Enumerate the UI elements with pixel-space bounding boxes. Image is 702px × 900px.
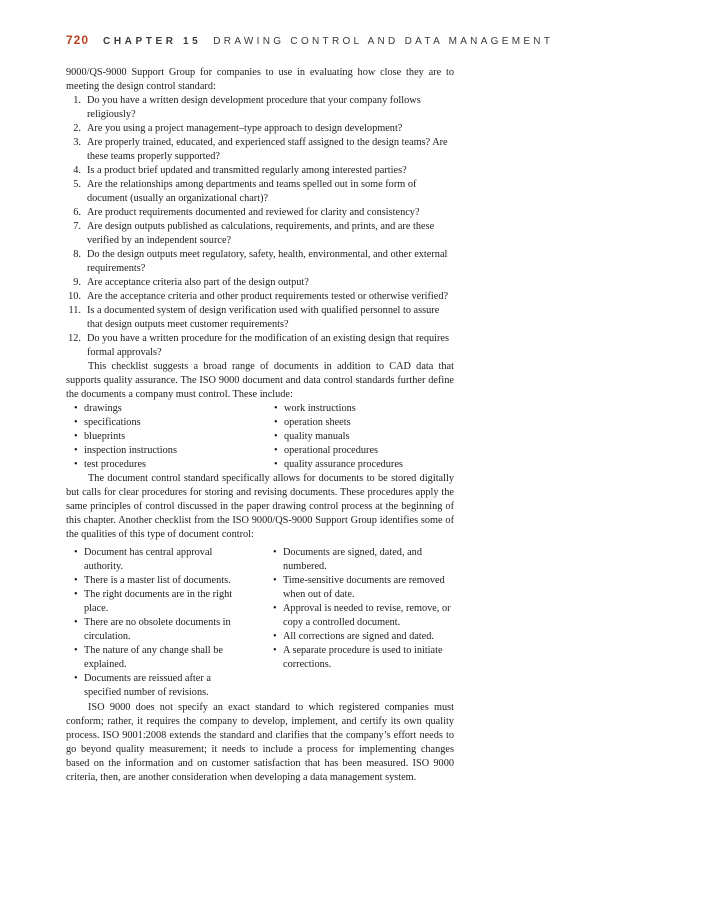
checklist-item [66, 290, 454, 304]
checklist-number: 10. [68, 291, 81, 302]
checklist-number: 12. [68, 333, 81, 344]
list-item: • There are no obsolete documents in circulation. [72, 616, 248, 644]
checklist-number: 4. [73, 165, 81, 176]
checklist-number: 5. [73, 179, 81, 190]
checklist-item [66, 94, 454, 122]
intro-paragraph: 9000/QS-9000 Support Group for companies to use in evaluating how close they are to meeting the design control standard: [66, 67, 454, 92]
checklist-text: Are product requirements documented and reviewed for clarity and consistency? [87, 207, 420, 218]
checklist-item [66, 332, 454, 360]
running-header [66, 31, 626, 49]
chapter-label: CHAPTER 15 [103, 36, 202, 47]
list-item: • Documents are reissued after a specified number of revisions. [72, 672, 248, 700]
checklist-number: 11. [68, 305, 81, 316]
list-item: • Documents are signed, dated, and numbered. [271, 546, 454, 574]
list-item: • blueprints [72, 430, 272, 444]
list-item: • quality assurance procedures [272, 458, 454, 472]
page-number: 720 [66, 33, 90, 47]
list-item: • work instructions [272, 402, 454, 416]
documents-paragraph: This checklist suggests a broad range of documents in addition to CAD data that supports quality assurance. The ISO 9000 document and data control standards further define the documents a company must control. These include: [66, 361, 454, 400]
checklist-item [66, 248, 454, 276]
page-body [66, 66, 454, 785]
checklist-number: 8. [73, 249, 81, 260]
list-item: • drawings [72, 402, 272, 416]
document-control-qualities-list [66, 546, 454, 700]
list-item: • test procedures [72, 458, 272, 472]
checklist-number: 2. [73, 123, 81, 134]
list-item: • The nature of any change shall be explained. [72, 644, 248, 672]
iso-9000-paragraph: ISO 9000 does not specify an exact standard to which registered companies must conform; rather, it requires the company to develop, implement, and certify its own quality process. ISO 9001:2008 extends the standard and clarifies that the company’s effort needs to go beyond quality measurement; it needs to include a process for implementing changes based on the information and on customer satisfaction that has been measured. ISO 9000 criteria, then, are another consideration when developing a data management system. [66, 702, 454, 783]
checklist-item [66, 136, 454, 164]
list-item: • A separate procedure is used to initiate corrections. [271, 644, 454, 672]
checklist-item [66, 164, 454, 178]
checklist-item [66, 304, 454, 332]
controlled-documents-list [66, 402, 454, 472]
checklist-item [66, 206, 454, 220]
list-item: • All corrections are signed and dated. [271, 630, 454, 644]
checklist-text: Do you have a written procedure for the modification of an existing design that requires formal approvals? [87, 333, 449, 358]
chapter-title: DRAWING CONTROL AND DATA MANAGEMENT [213, 36, 554, 47]
list-item: • operation sheets [272, 416, 454, 430]
checklist-text: Do the design outputs meet regulatory, safety, health, environmental, and other external requirements? [87, 249, 448, 274]
checklist-text: Is a documented system of design verification used with qualified personnel to assure that design outputs meet customer requirements? [87, 305, 440, 330]
checklist-number: 7. [73, 221, 81, 232]
checklist-text: Are the relationships among departments and teams spelled out in some form of document (usually an organizational chart)? [87, 179, 417, 204]
checklist-text: Are acceptance criteria also part of the design output? [87, 277, 309, 288]
checklist-item [66, 178, 454, 206]
checklist-text: Do you have a written design development procedure that your company follows religiously? [87, 95, 421, 120]
checklist-item [66, 276, 454, 290]
list-item: • Approval is needed to revise, remove, or copy a controlled document. [271, 602, 454, 630]
checklist-number: 6. [73, 207, 81, 218]
checklist-text: Are design outputs published as calculations, requirements, and prints, and are these verified by an independent source? [87, 221, 435, 246]
checklist-text: Are you using a project management–type approach to design development? [87, 123, 403, 134]
checklist-text: Are the acceptance criteria and other product requirements tested or otherwise verified? [87, 291, 449, 302]
checklist-number: 9. [73, 277, 81, 288]
list-item: • The right documents are in the right place. [72, 588, 248, 616]
list-item: • quality manuals [272, 430, 454, 444]
list-item: • inspection instructions [72, 444, 272, 458]
list-item: • Time-sensitive documents are removed when out of date. [271, 574, 454, 602]
list-item: • Document has central approval authority. [72, 546, 248, 574]
checklist-text: Is a product brief updated and transmitted regularly among interested parties? [87, 165, 407, 176]
list-item: • operational procedures [272, 444, 454, 458]
checklist-item [66, 122, 454, 136]
checklist-text: Are properly trained, educated, and experienced staff assigned to the design teams? Are these teams properly supported? [87, 137, 448, 162]
list-item: • There is a master list of documents. [72, 574, 248, 588]
design-control-checklist [66, 94, 454, 360]
checklist-number: 1. [73, 95, 81, 106]
document-control-paragraph: The document control standard specifically allows for documents to be stored digitally but calls for clear procedures for storing and revising documents. These procedures apply the same principles of control discussed in the paper drawing control process at the beginning of this chapter. Another checklist from the ISO 9000/QS-9000 Support Group identifies some of the qualities of this type of document control: [66, 473, 454, 540]
list-item: • specifications [72, 416, 272, 430]
checklist-item [66, 220, 454, 248]
checklist-number: 3. [73, 137, 81, 148]
